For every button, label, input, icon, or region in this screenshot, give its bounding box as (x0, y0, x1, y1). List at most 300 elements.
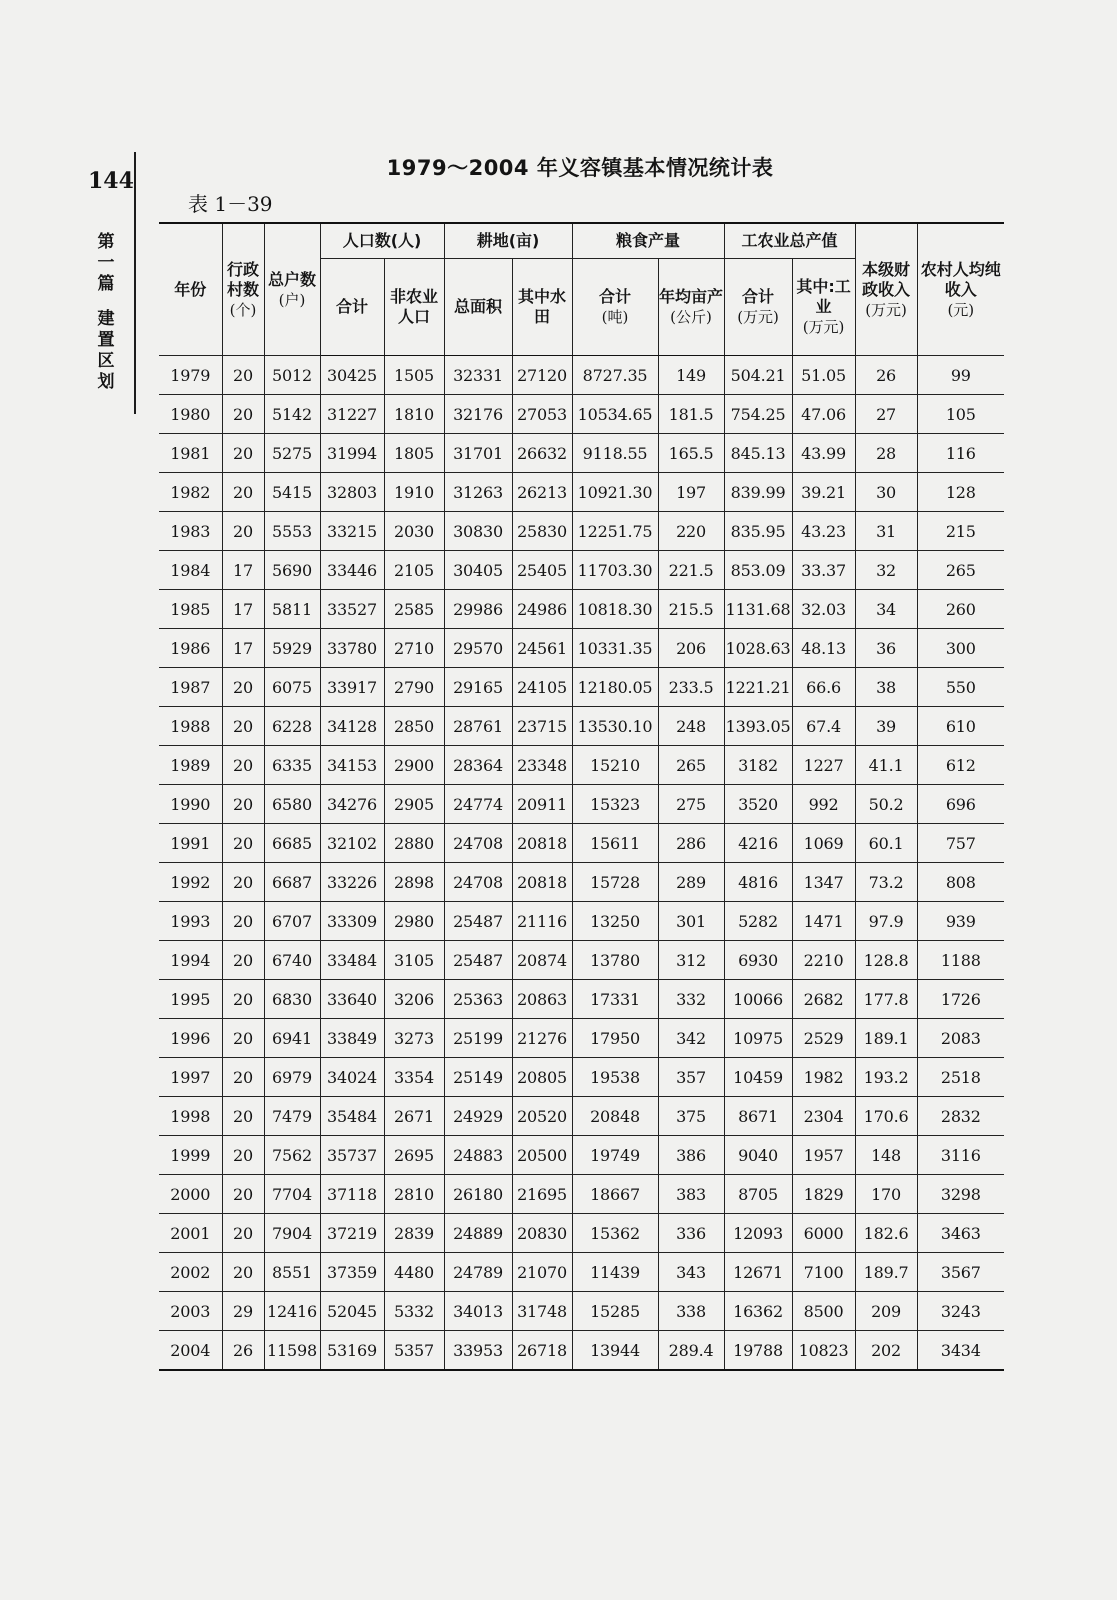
table-cell: 215 (917, 512, 1004, 551)
year-cell: 1984 (159, 551, 222, 590)
header-income-label: 农村人均纯收入 (920, 259, 1001, 299)
table-cell: 15362 (572, 1214, 658, 1253)
table-cell: 10066 (724, 980, 792, 1019)
table-cell: 1347 (792, 863, 855, 902)
table-cell: 23348 (512, 746, 572, 785)
header-output: 工农业总产值 (724, 223, 855, 259)
table-cell: 32 (855, 551, 917, 590)
table-cell: 2710 (384, 629, 444, 668)
table-cell: 39.21 (792, 473, 855, 512)
header-income-unit: (元) (947, 300, 975, 319)
table-cell: 32331 (444, 356, 512, 395)
year-cell: 2004 (159, 1331, 222, 1371)
table-row (159, 1136, 1004, 1175)
table-cell: 11598 (264, 1331, 320, 1371)
table-cell: 20500 (512, 1136, 572, 1175)
table-cell: 20 (222, 473, 264, 512)
table-cell: 1810 (384, 395, 444, 434)
table-cell: 5357 (384, 1331, 444, 1371)
year-cell: 1985 (159, 590, 222, 629)
table-cell: 275 (658, 785, 724, 824)
table-cell: 20 (222, 1253, 264, 1292)
table-cell: 19788 (724, 1331, 792, 1371)
header-villages-label: 行政村数 (226, 259, 259, 299)
table-cell: 32176 (444, 395, 512, 434)
table-cell: 3105 (384, 941, 444, 980)
table-cell: 25487 (444, 941, 512, 980)
table-cell: 550 (917, 668, 1004, 707)
table-cell: 24883 (444, 1136, 512, 1175)
table-cell: 4216 (724, 824, 792, 863)
table-cell: 25149 (444, 1058, 512, 1097)
header-output-total-unit: (万元) (737, 308, 779, 326)
table-cell: 248 (658, 707, 724, 746)
table-cell: 754.25 (724, 395, 792, 434)
table-cell: 10331.35 (572, 629, 658, 668)
header-grain-yield-unit: (公斤) (670, 308, 712, 326)
table-cell: 20 (222, 746, 264, 785)
table-cell: 7562 (264, 1136, 320, 1175)
table-cell: 7704 (264, 1175, 320, 1214)
table-cell: 260 (917, 590, 1004, 629)
table-cell: 28 (855, 434, 917, 473)
table-cell: 2585 (384, 590, 444, 629)
header-output-industry (792, 259, 855, 356)
table-cell: 33527 (320, 590, 384, 629)
table-cell: 7479 (264, 1097, 320, 1136)
table-cell: 757 (917, 824, 1004, 863)
table-cell: 20 (222, 941, 264, 980)
year-cell: 1987 (159, 668, 222, 707)
table-cell: 2210 (792, 941, 855, 980)
table-cell: 17331 (572, 980, 658, 1019)
table-cell: 1957 (792, 1136, 855, 1175)
table-cell: 3354 (384, 1058, 444, 1097)
table-cell: 233.5 (658, 668, 724, 707)
table-cell: 66.6 (792, 668, 855, 707)
statistics-table (159, 222, 1004, 1371)
table-cell: 336 (658, 1214, 724, 1253)
table-cell: 10921.30 (572, 473, 658, 512)
table-cell: 18667 (572, 1175, 658, 1214)
table-cell: 34013 (444, 1292, 512, 1331)
table-cell: 25830 (512, 512, 572, 551)
table-row (159, 629, 1004, 668)
table-cell: 2900 (384, 746, 444, 785)
table-cell: 2518 (917, 1058, 1004, 1097)
table-cell: 383 (658, 1175, 724, 1214)
year-cell: 2001 (159, 1214, 222, 1253)
table-cell: 215.5 (658, 590, 724, 629)
table-row (159, 1058, 1004, 1097)
table-cell: 10818.30 (572, 590, 658, 629)
table-cell: 209 (855, 1292, 917, 1331)
table-row (159, 824, 1004, 863)
table-cell: 3298 (917, 1175, 1004, 1214)
table-cell: 34276 (320, 785, 384, 824)
side-part-label: 第一篇 (97, 232, 115, 294)
table-cell: 504.21 (724, 356, 792, 395)
table-row (159, 941, 1004, 980)
table-cell: 5282 (724, 902, 792, 941)
table-cell: 6228 (264, 707, 320, 746)
year-cell: 1997 (159, 1058, 222, 1097)
table-cell: 2839 (384, 1214, 444, 1253)
table-row (159, 668, 1004, 707)
header-output-industry-label: 其中:工业 (796, 277, 851, 316)
table-cell: 50.2 (855, 785, 917, 824)
table-cell: 3182 (724, 746, 792, 785)
year-cell: 1986 (159, 629, 222, 668)
table-cell: 342 (658, 1019, 724, 1058)
table-cell: 300 (917, 629, 1004, 668)
table-cell: 10823 (792, 1331, 855, 1371)
table-cell: 27053 (512, 395, 572, 434)
table-cell: 148 (855, 1136, 917, 1175)
table-cell: 15285 (572, 1292, 658, 1331)
table-cell: 24561 (512, 629, 572, 668)
header-households (264, 223, 320, 356)
table-cell: 20 (222, 707, 264, 746)
table-cell: 26213 (512, 473, 572, 512)
year-cell: 1999 (159, 1136, 222, 1175)
table-cell: 286 (658, 824, 724, 863)
table-cell: 35737 (320, 1136, 384, 1175)
table-cell: 20830 (512, 1214, 572, 1253)
table-cell: 6979 (264, 1058, 320, 1097)
table-cell: 34024 (320, 1058, 384, 1097)
table-cell: 105 (917, 395, 1004, 434)
table-row (159, 473, 1004, 512)
table-cell: 128 (917, 473, 1004, 512)
table-cell: 1982 (792, 1058, 855, 1097)
table-cell: 386 (658, 1136, 724, 1175)
table-cell: 32.03 (792, 590, 855, 629)
year-cell: 1998 (159, 1097, 222, 1136)
table-cell: 189.7 (855, 1253, 917, 1292)
table-cell: 26718 (512, 1331, 572, 1371)
header-grain-total (572, 259, 658, 356)
table-cell: 610 (917, 707, 1004, 746)
margin-rule (134, 152, 136, 414)
table-row (159, 356, 1004, 395)
year-cell: 1981 (159, 434, 222, 473)
table-cell: 53169 (320, 1331, 384, 1371)
table-cell: 20520 (512, 1097, 572, 1136)
table-cell: 1505 (384, 356, 444, 395)
table-cell: 29 (222, 1292, 264, 1331)
table-cell: 24774 (444, 785, 512, 824)
header-output-industry-unit: (万元) (802, 318, 845, 336)
table-cell: 15210 (572, 746, 658, 785)
table-cell: 10459 (724, 1058, 792, 1097)
table-cell: 33849 (320, 1019, 384, 1058)
table-cell: 20 (222, 356, 264, 395)
header-farm-paddy: 其中水田 (512, 259, 572, 356)
table-cell: 20 (222, 824, 264, 863)
header-pop-nonagri: 非农业人口 (384, 259, 444, 356)
table-cell: 612 (917, 746, 1004, 785)
table-cell: 3520 (724, 785, 792, 824)
table-cell: 2790 (384, 668, 444, 707)
year-cell: 1995 (159, 980, 222, 1019)
table-cell: 375 (658, 1097, 724, 1136)
table-cell: 25487 (444, 902, 512, 941)
header-farm-total: 总面积 (444, 259, 512, 356)
table-cell: 29986 (444, 590, 512, 629)
table-cell: 301 (658, 902, 724, 941)
table-cell: 835.95 (724, 512, 792, 551)
table-cell: 24708 (444, 863, 512, 902)
table-cell: 31701 (444, 434, 512, 473)
year-cell: 1980 (159, 395, 222, 434)
table-row (159, 785, 1004, 824)
table-cell: 20 (222, 395, 264, 434)
table-cell: 1221.21 (724, 668, 792, 707)
table-cell: 4816 (724, 863, 792, 902)
table-cell: 6687 (264, 863, 320, 902)
table-cell: 1393.05 (724, 707, 792, 746)
table-cell: 1726 (917, 980, 1004, 1019)
table-cell: 265 (658, 746, 724, 785)
table-cell: 28761 (444, 707, 512, 746)
table-cell: 21276 (512, 1019, 572, 1058)
table-row (159, 1097, 1004, 1136)
table-cell: 6740 (264, 941, 320, 980)
table-cell: 24986 (512, 590, 572, 629)
table-cell: 221.5 (658, 551, 724, 590)
table-cell: 13530.10 (572, 707, 658, 746)
table-cell: 6685 (264, 824, 320, 863)
table-cell: 1805 (384, 434, 444, 473)
table-cell: 13780 (572, 941, 658, 980)
table-cell: 5142 (264, 395, 320, 434)
table-cell: 10975 (724, 1019, 792, 1058)
table-cell: 116 (917, 434, 1004, 473)
table-cell: 8671 (724, 1097, 792, 1136)
table-cell: 31227 (320, 395, 384, 434)
table-cell: 2905 (384, 785, 444, 824)
table-cell: 33309 (320, 902, 384, 941)
table-cell: 33215 (320, 512, 384, 551)
table-cell: 28364 (444, 746, 512, 785)
table-cell: 202 (855, 1331, 917, 1371)
table-cell: 289 (658, 863, 724, 902)
table-cell: 939 (917, 902, 1004, 941)
table-cell: 193.2 (855, 1058, 917, 1097)
table-cell: 31263 (444, 473, 512, 512)
table-cell: 33484 (320, 941, 384, 980)
header-revenue-label: 本级财政收入 (862, 259, 911, 299)
table-cell: 19749 (572, 1136, 658, 1175)
header-grain: 粮食产量 (572, 223, 724, 259)
table-label: 表 1－39 (188, 192, 273, 216)
table-cell: 3567 (917, 1253, 1004, 1292)
table-cell: 4480 (384, 1253, 444, 1292)
year-cell: 2000 (159, 1175, 222, 1214)
table-cell: 52045 (320, 1292, 384, 1331)
table-cell: 20848 (572, 1097, 658, 1136)
table-cell: 5553 (264, 512, 320, 551)
header-pop-total: 合计 (320, 259, 384, 356)
table-cell: 170.6 (855, 1097, 917, 1136)
table-cell: 33917 (320, 668, 384, 707)
table-cell: 197 (658, 473, 724, 512)
table-row (159, 902, 1004, 941)
table-cell: 36 (855, 629, 917, 668)
table-cell: 2880 (384, 824, 444, 863)
table-cell: 35484 (320, 1097, 384, 1136)
table-cell: 51.05 (792, 356, 855, 395)
table-cell: 17 (222, 629, 264, 668)
table-row (159, 395, 1004, 434)
table-cell: 5690 (264, 551, 320, 590)
table-cell: 20 (222, 1058, 264, 1097)
table-cell: 21116 (512, 902, 572, 941)
table-cell: 2898 (384, 863, 444, 902)
table-cell: 839.99 (724, 473, 792, 512)
table-cell: 29570 (444, 629, 512, 668)
table-cell: 34153 (320, 746, 384, 785)
table-cell: 34 (855, 590, 917, 629)
table-cell: 37118 (320, 1175, 384, 1214)
table-cell: 37359 (320, 1253, 384, 1292)
table-cell: 16362 (724, 1292, 792, 1331)
table-row (159, 980, 1004, 1019)
table-cell: 31 (855, 512, 917, 551)
header-households-label: 总户数 (267, 269, 316, 289)
table-cell: 1829 (792, 1175, 855, 1214)
table-cell: 1910 (384, 473, 444, 512)
table-cell: 6941 (264, 1019, 320, 1058)
table-cell: 5332 (384, 1292, 444, 1331)
table-cell: 33226 (320, 863, 384, 902)
header-output-total (724, 259, 792, 356)
table-cell: 2980 (384, 902, 444, 941)
table-cell: 60.1 (855, 824, 917, 863)
table-cell: 20 (222, 863, 264, 902)
table-cell: 1471 (792, 902, 855, 941)
table-cell: 3206 (384, 980, 444, 1019)
table-cell: 30 (855, 473, 917, 512)
year-cell: 2003 (159, 1292, 222, 1331)
table-cell: 19538 (572, 1058, 658, 1097)
table-cell: 1131.68 (724, 590, 792, 629)
table-cell: 206 (658, 629, 724, 668)
table-cell: 24105 (512, 668, 572, 707)
header-revenue (855, 223, 917, 356)
table-header-row (159, 223, 1004, 259)
table-cell: 26 (222, 1331, 264, 1371)
table-cell: 20 (222, 512, 264, 551)
table-cell: 177.8 (855, 980, 917, 1019)
table-row (159, 1019, 1004, 1058)
table-cell: 67.4 (792, 707, 855, 746)
table-cell: 20818 (512, 863, 572, 902)
year-cell: 1992 (159, 863, 222, 902)
table-cell: 853.09 (724, 551, 792, 590)
table-cell: 8705 (724, 1175, 792, 1214)
header-revenue-unit: (万元) (865, 300, 907, 319)
table-cell: 26 (855, 356, 917, 395)
table-cell: 6335 (264, 746, 320, 785)
table-cell: 26180 (444, 1175, 512, 1214)
table-cell: 23715 (512, 707, 572, 746)
table-cell: 20 (222, 1175, 264, 1214)
table-cell: 332 (658, 980, 724, 1019)
header-villages-unit: (个) (229, 300, 257, 319)
table-cell: 12416 (264, 1292, 320, 1331)
table-cell: 38 (855, 668, 917, 707)
table-cell: 992 (792, 785, 855, 824)
table-cell: 2304 (792, 1097, 855, 1136)
table-cell: 6580 (264, 785, 320, 824)
table-cell: 149 (658, 356, 724, 395)
table-cell: 5811 (264, 590, 320, 629)
year-cell: 1993 (159, 902, 222, 941)
year-cell: 2002 (159, 1253, 222, 1292)
table-cell: 20 (222, 1214, 264, 1253)
header-grain-yield (658, 259, 724, 356)
table-cell: 6830 (264, 980, 320, 1019)
header-grain-total-label: 合计 (599, 287, 632, 306)
table-cell: 25199 (444, 1019, 512, 1058)
table-cell: 15323 (572, 785, 658, 824)
table-cell: 13250 (572, 902, 658, 941)
table-cell: 97.9 (855, 902, 917, 941)
table-row (159, 590, 1004, 629)
table-title: 1979～2004 年义容镇基本情况统计表 (386, 156, 774, 180)
year-cell: 1990 (159, 785, 222, 824)
table-cell: 20805 (512, 1058, 572, 1097)
table-cell: 2529 (792, 1019, 855, 1058)
table-cell: 2810 (384, 1175, 444, 1214)
table-cell: 2105 (384, 551, 444, 590)
table-cell: 21695 (512, 1175, 572, 1214)
table-cell: 13944 (572, 1331, 658, 1371)
table-cell: 189.1 (855, 1019, 917, 1058)
table-row (159, 434, 1004, 473)
table-cell: 20 (222, 980, 264, 1019)
table-cell: 7100 (792, 1253, 855, 1292)
table-cell: 5275 (264, 434, 320, 473)
table-cell: 2083 (917, 1019, 1004, 1058)
table-cell: 33446 (320, 551, 384, 590)
table-cell: 128.8 (855, 941, 917, 980)
table-cell: 20 (222, 902, 264, 941)
table-cell: 3273 (384, 1019, 444, 1058)
table-cell: 33953 (444, 1331, 512, 1371)
table-row (159, 746, 1004, 785)
table-cell: 21070 (512, 1253, 572, 1292)
table-cell: 5929 (264, 629, 320, 668)
table-cell: 24929 (444, 1097, 512, 1136)
table-cell: 10534.65 (572, 395, 658, 434)
table-cell: 17 (222, 590, 264, 629)
table-row (159, 551, 1004, 590)
table-cell: 20 (222, 668, 264, 707)
table-cell: 7904 (264, 1214, 320, 1253)
table-cell: 30405 (444, 551, 512, 590)
table-cell: 41.1 (855, 746, 917, 785)
table-cell: 20 (222, 1097, 264, 1136)
header-households-unit: (户) (278, 290, 306, 309)
table-cell: 20874 (512, 941, 572, 980)
table-cell: 696 (917, 785, 1004, 824)
table-row (159, 1331, 1004, 1371)
year-cell: 1994 (159, 941, 222, 980)
table-cell: 8727.35 (572, 356, 658, 395)
